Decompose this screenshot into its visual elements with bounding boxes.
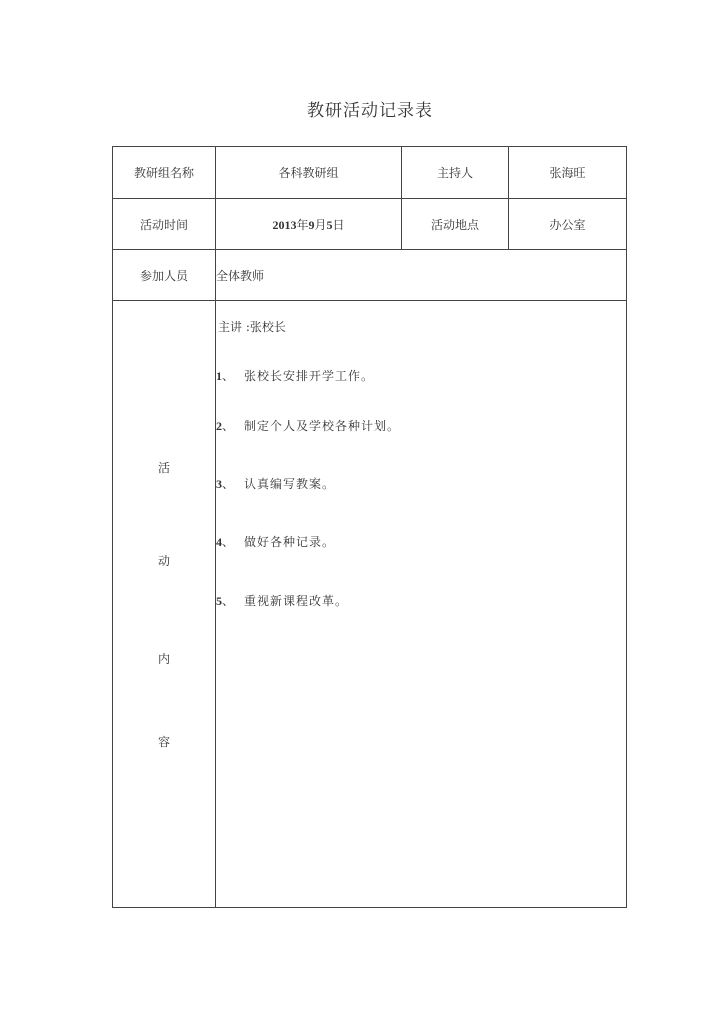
item-text: 张校长安排开学工作。 bbox=[244, 369, 375, 383]
item-text: 制定个人及学校各种计划。 bbox=[244, 419, 401, 433]
table-row bbox=[113, 199, 627, 250]
item-number: 5 bbox=[216, 594, 222, 608]
table-row bbox=[113, 301, 627, 908]
activity-time-label: 活动时间 bbox=[113, 199, 216, 250]
list-item bbox=[216, 367, 374, 384]
activity-content-cell bbox=[216, 301, 627, 908]
item-separator: 、 bbox=[222, 535, 235, 549]
speaker-line: 主讲 :张校长 bbox=[218, 320, 286, 334]
content-label-char: 内 bbox=[157, 652, 170, 666]
date-year-unit: 年 bbox=[296, 217, 309, 232]
group-name-value: 各科教研组 bbox=[216, 147, 402, 199]
list-item bbox=[216, 417, 400, 434]
item-separator: 、 bbox=[222, 594, 235, 608]
table-row bbox=[113, 147, 627, 199]
group-name-label: 教研组名称 bbox=[113, 147, 216, 199]
content-label-char: 动 bbox=[157, 554, 170, 568]
table-row bbox=[113, 250, 627, 301]
item-separator: 、 bbox=[222, 369, 235, 383]
item-number: 3 bbox=[216, 477, 222, 491]
activity-record-table bbox=[112, 146, 627, 908]
date-day-unit: 日 bbox=[332, 217, 345, 232]
activity-date-value bbox=[216, 199, 402, 250]
activity-content-label bbox=[113, 301, 216, 908]
participants-value: 全体教师 bbox=[216, 250, 627, 301]
list-item bbox=[216, 533, 335, 550]
item-separator: 、 bbox=[222, 419, 235, 433]
item-number: 2 bbox=[216, 419, 222, 433]
item-separator: 、 bbox=[222, 477, 235, 491]
host-label: 主持人 bbox=[402, 147, 509, 199]
item-text: 认真编写教案。 bbox=[244, 477, 336, 491]
date-day: 5 bbox=[326, 217, 333, 232]
content-label-char: 容 bbox=[157, 735, 170, 749]
participants-label: 参加人员 bbox=[113, 250, 216, 301]
activity-place-label: 活动地点 bbox=[402, 199, 509, 250]
list-item bbox=[216, 592, 348, 609]
item-text: 重视新课程改革。 bbox=[244, 594, 349, 608]
list-item bbox=[216, 475, 335, 492]
document-title: 教研活动记录表 bbox=[307, 101, 433, 121]
content-label-char: 活 bbox=[157, 461, 170, 475]
item-number: 4 bbox=[216, 535, 222, 549]
item-text: 做好各种记录。 bbox=[244, 535, 336, 549]
date-month-unit: 月 bbox=[314, 217, 327, 232]
activity-place-value: 办公室 bbox=[509, 199, 627, 250]
host-value: 张海旺 bbox=[509, 147, 627, 199]
item-number: 1 bbox=[216, 369, 222, 383]
date-month: 9 bbox=[308, 217, 315, 232]
date-year: 2013 bbox=[272, 217, 297, 232]
